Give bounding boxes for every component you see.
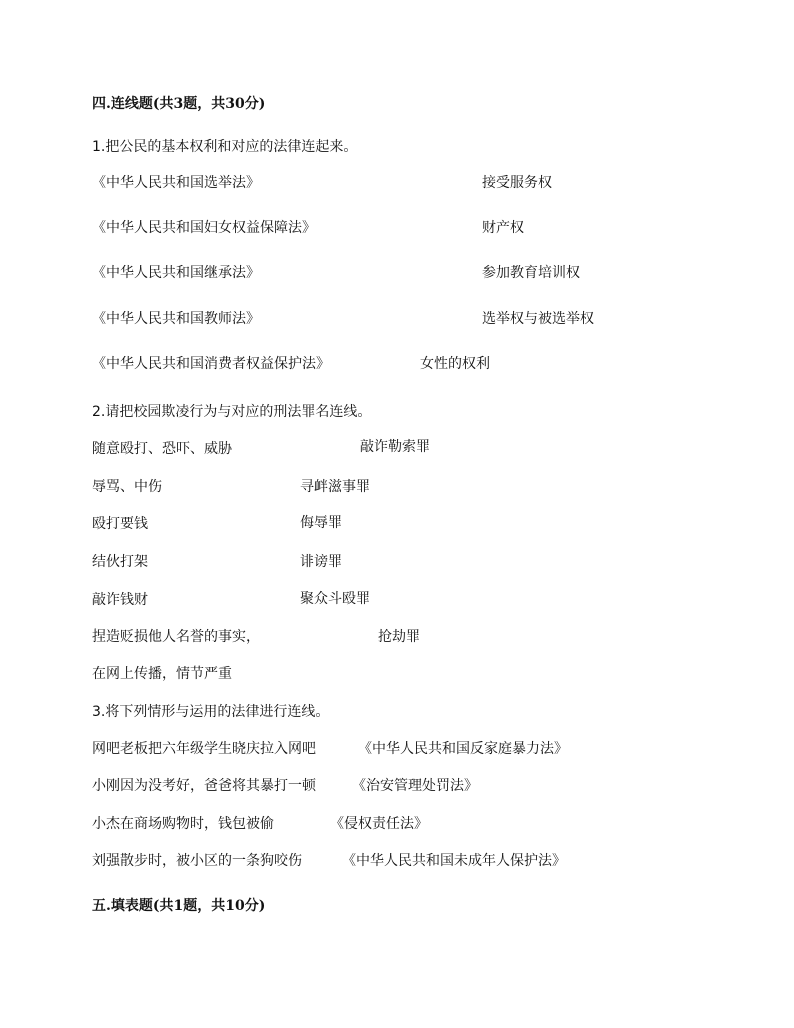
q1-law-4: 《中华人民共和国教师法》 <box>92 311 260 327</box>
q1-law-1: 《中华人民共和国选举法》 <box>92 175 260 191</box>
q2-crime-6: 抢劫罪 <box>378 629 420 645</box>
q3-law-1: 《中华人民共和国反家庭暴力法》 <box>358 741 568 757</box>
q2-crime-1: 敲诈勒索罪 <box>360 439 430 455</box>
q2-crime-3: 侮辱罪 <box>300 515 342 531</box>
q1-law-2: 《中华人民共和国妇女权益保障法》 <box>92 220 316 236</box>
section-4-heading: 四.连线题(共3题，共30分) <box>92 96 266 112</box>
q1-right-1: 接受服务权 <box>482 175 552 191</box>
q2-behavior-2: 辱骂、中伤 <box>92 479 162 495</box>
q3-law-3: 《侵权责任法》 <box>330 816 428 832</box>
section-5-heading: 五.填表题(共1题，共10分) <box>92 898 266 914</box>
q3-law-4: 《中华人民共和国未成年人保护法》 <box>342 853 566 869</box>
q1-prompt: 1.把公民的基本权利和对应的法律连起来。 <box>92 139 358 155</box>
q3-situation-2: 小刚因为没考好，爸爸将其暴打一顿 <box>92 778 316 794</box>
q2-crime-2: 寻衅滋事罪 <box>300 479 370 495</box>
q3-situation-1: 网吧老板把六年级学生晓庆拉入网吧 <box>92 741 316 757</box>
q1-right-4: 选举权与被选举权 <box>482 311 594 327</box>
q1-law-3: 《中华人民共和国继承法》 <box>92 265 260 281</box>
q1-law-5: 《中华人民共和国消费者权益保护法》 <box>92 356 330 372</box>
q2-behavior-5: 敲诈钱财 <box>92 592 148 608</box>
q2-crime-5: 聚众斗殴罪 <box>300 591 370 607</box>
q2-behavior-6: 捏造贬损他人名誉的事实， <box>92 629 260 645</box>
q1-right-3: 参加教育培训权 <box>482 265 580 281</box>
q3-law-2: 《治安管理处罚法》 <box>352 778 478 794</box>
q3-prompt: 3.将下列情形与运用的法律进行连线。 <box>92 704 330 720</box>
q2-behavior-4: 结伙打架 <box>92 554 148 570</box>
q2-prompt: 2.请把校园欺凌行为与对应的刑法罪名连线。 <box>92 404 372 420</box>
q1-right-5: 女性的权利 <box>420 356 490 372</box>
q3-situation-4: 刘强散步时，被小区的一条狗咬伤 <box>92 853 302 869</box>
q2-crime-4: 诽谤罪 <box>300 554 342 570</box>
q1-right-2: 财产权 <box>482 220 524 236</box>
q2-behavior-3: 殴打要钱 <box>92 516 148 532</box>
q2-behavior-6-cont: 在网上传播，情节严重 <box>92 666 232 682</box>
q3-situation-3: 小杰在商场购物时，钱包被偷 <box>92 816 274 832</box>
q2-behavior-1: 随意殴打、恐吓、威胁 <box>92 441 232 457</box>
